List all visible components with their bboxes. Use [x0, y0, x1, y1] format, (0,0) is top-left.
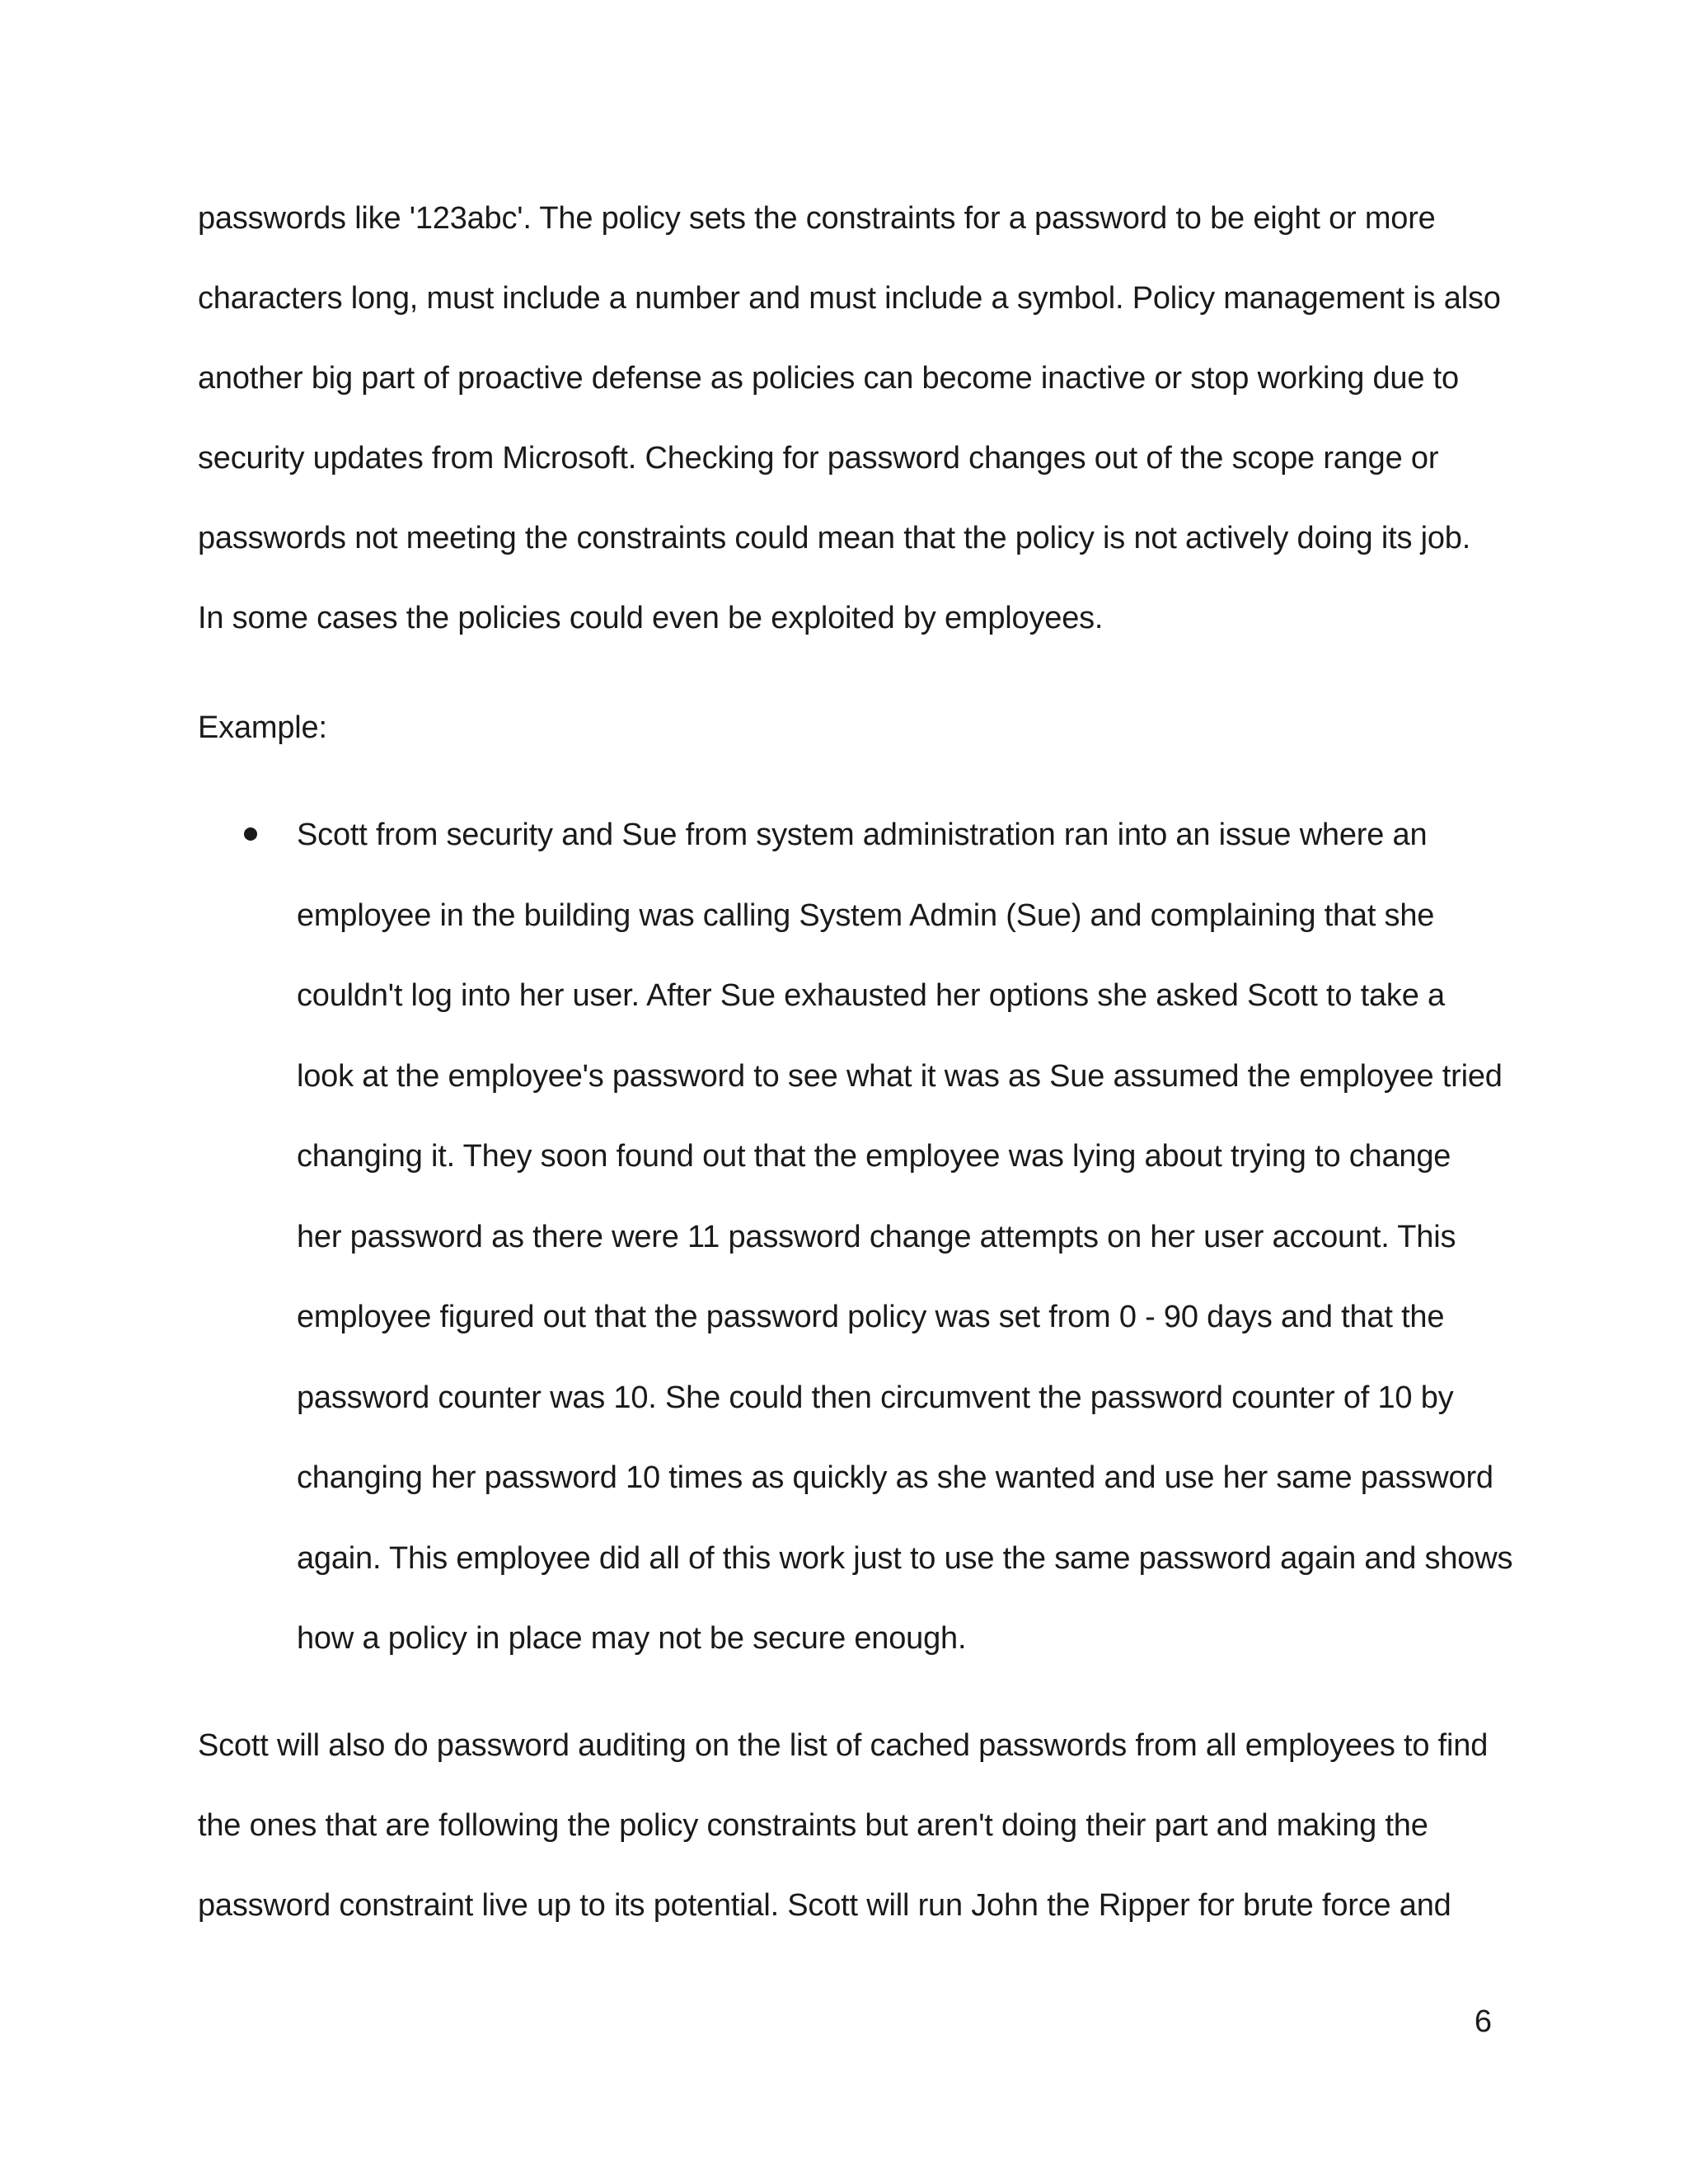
paragraph-line: another big part of proactive defense as policies can become inactive or stop working due to — [198, 361, 1459, 396]
paragraph-line: Scott will also do password auditing on the list of cached passwords from all employees to find — [198, 1728, 1489, 1763]
paragraph-line: characters long, must include a number and must include a symbol. Policy management is also — [198, 281, 1501, 316]
bullet-icon — [244, 827, 257, 841]
bullet-line: Scott from security and Sue from system administration ran into an issue where an — [297, 818, 1428, 852]
bullet-line: look at the employee's password to see what it was as Sue assumed the employee tried — [297, 1059, 1503, 1094]
bullet-line: couldn't log into her user. After Sue exhausted her options she asked Scott to take a — [297, 978, 1445, 1013]
bullet-line: her password as there were 11 password change attempts on her user account. This — [297, 1220, 1456, 1254]
page-number: 6 — [1474, 2004, 1492, 2039]
bullet-line: changing it. They soon found out that the employee was lying about trying to change — [297, 1139, 1451, 1174]
example-label: Example: — [198, 710, 327, 745]
paragraph-line: passwords not meeting the constraints could mean that the policy is not actively doing its job. — [198, 521, 1471, 555]
paragraph-line: password constraint live up to its potential. Scott will run John the Ripper for brute force and — [198, 1888, 1451, 1923]
bullet-line: employee in the building was calling System Admin (Sue) and complaining that she — [297, 898, 1435, 933]
bullet-line: employee figured out that the password policy was set from 0 - 90 days and that the — [297, 1300, 1445, 1334]
bullet-line: how a policy in place may not be secure enough. — [297, 1621, 967, 1656]
bullet-line: again. This employee did all of this work just to use the same password again and shows — [297, 1541, 1513, 1576]
bullet-line: password counter was 10. She could then circumvent the password counter of 10 by — [297, 1380, 1454, 1415]
paragraph-line: security updates from Microsoft. Checking for password changes out of the scope range or — [198, 441, 1439, 476]
bullet-line: changing her password 10 times as quickly as she wanted and use her same password — [297, 1460, 1493, 1495]
paragraph-line: In some cases the policies could even be exploited by employees. — [198, 601, 1104, 635]
paragraph-line: passwords like '123abc'. The policy sets the constraints for a password to be eight or more — [198, 201, 1436, 236]
paragraph-line: the ones that are following the policy constraints but aren't doing their part and making the — [198, 1808, 1428, 1843]
